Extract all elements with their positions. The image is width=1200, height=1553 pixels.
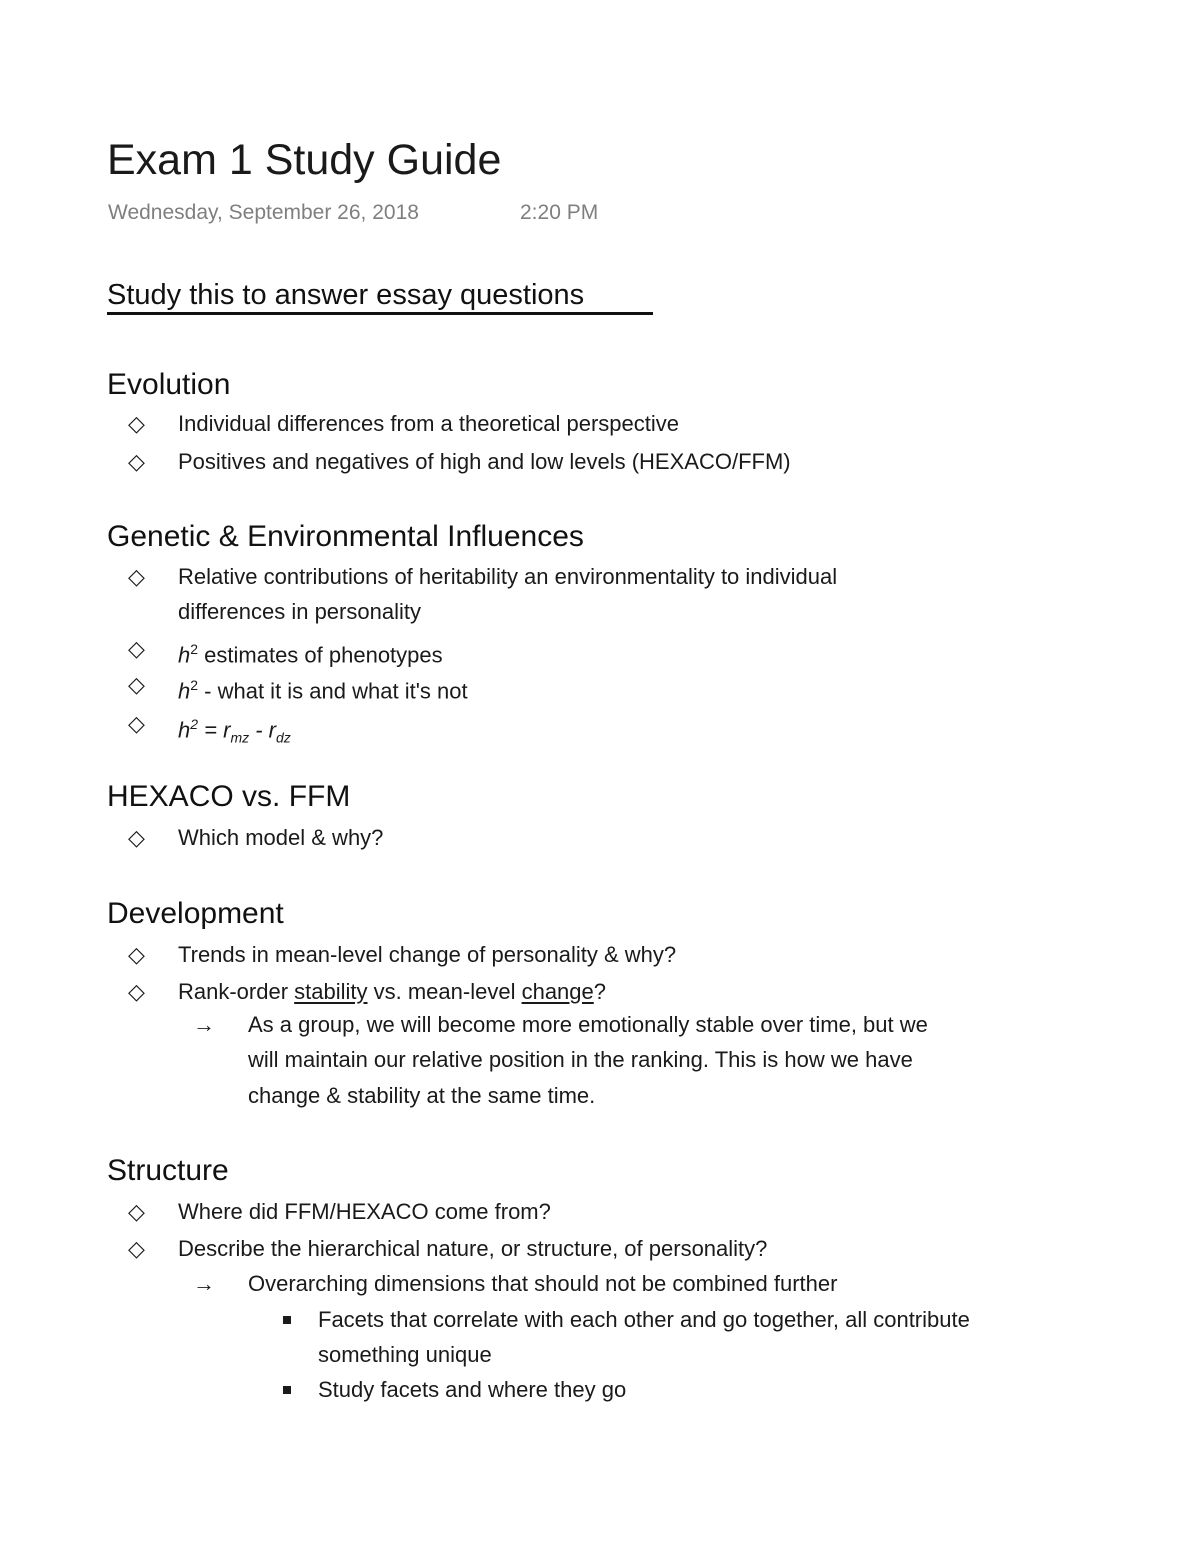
list-item: Individual differences from a theoretical perspective (178, 411, 679, 436)
sub-item: As a group, we will become more emotionally stable over time, but we (248, 1012, 928, 1037)
diamond-bullet-icon: ◇ (128, 1199, 145, 1224)
superscript: 2 (190, 641, 199, 657)
arrow-bullet-icon: → (193, 1271, 215, 1296)
h-symbol: h (178, 717, 191, 743)
list-item: Positives and negatives of high and low levels (HEXACO/FFM) (178, 449, 791, 474)
arrow-bullet-icon: → (193, 1012, 215, 1037)
sub-sub-item-continued: something unique (318, 1342, 492, 1367)
section-development-title: Development (107, 897, 284, 930)
sub-sub-item: Facets that correlate with each other and go together, all contribute (318, 1307, 970, 1332)
sub-item-continued: will maintain our relative position in the ranking. This is how we have (248, 1047, 913, 1072)
diamond-bullet-icon: ◇ (128, 672, 145, 697)
list-item-continued: differences in personality (178, 599, 421, 624)
list-item: Trends in mean-level change of personality & why? (178, 942, 677, 967)
list-item: Relative contributions of heritability an environmentality to individual (178, 564, 838, 589)
underlined-change: change (521, 979, 594, 1004)
list-item: Describe the hierarchical nature, or structure, of personality? (178, 1236, 768, 1261)
diamond-bullet-icon: ◇ (128, 636, 145, 661)
page-title: Exam 1 Study Guide (107, 136, 502, 184)
list-item (178, 977, 606, 1007)
superscript: 2 (190, 677, 199, 693)
subscript: dz (276, 729, 291, 746)
diamond-bullet-icon: ◇ (128, 711, 145, 736)
sub-item: Overarching dimensions that should not be combined further (248, 1271, 838, 1296)
subheading: Study this to answer essay questions (107, 279, 585, 311)
square-bullet-icon (283, 1386, 291, 1394)
underlined-stability: stability (294, 979, 368, 1004)
section-structure-title: Structure (107, 1154, 229, 1187)
sub-sub-item: Study facets and where they go (318, 1377, 627, 1402)
formula-part: - r (249, 717, 277, 743)
note-date: Wednesday, September 26, 2018 (108, 201, 419, 224)
item-text: - what it is and what it's not (198, 678, 468, 704)
item-text: estimates of phenotypes (198, 642, 443, 668)
diamond-bullet-icon: ◇ (128, 825, 145, 850)
list-item: Where did FFM/HEXACO come from? (178, 1199, 551, 1224)
list-item (178, 670, 468, 706)
note-time: 2:20 PM (520, 201, 599, 224)
formula-part: = r (198, 717, 231, 743)
sub-item-continued: change & stability at the same time. (248, 1083, 596, 1108)
diamond-bullet-icon: ◇ (128, 1236, 145, 1261)
section-hexaco-title: HEXACO vs. FFM (107, 780, 351, 813)
diamond-bullet-icon: ◇ (128, 411, 145, 436)
section-genetic-title: Genetic & Environmental Influences (107, 520, 584, 553)
item-text: Rank-order (178, 979, 295, 1004)
list-item (178, 634, 443, 670)
heritability-formula (178, 709, 291, 753)
item-text: vs. mean-level (367, 979, 522, 1004)
list-item: Which model & why? (178, 825, 384, 850)
subscript: mz (230, 729, 250, 746)
square-bullet-icon (283, 1316, 291, 1324)
section-evolution-title: Evolution (107, 368, 231, 401)
diamond-bullet-icon: ◇ (128, 979, 145, 1004)
h-symbol: h (178, 642, 191, 668)
diamond-bullet-icon: ◇ (128, 449, 145, 474)
diamond-bullet-icon: ◇ (128, 564, 145, 589)
h-symbol: h (178, 678, 191, 704)
diamond-bullet-icon: ◇ (128, 942, 145, 967)
item-text: ? (593, 979, 607, 1004)
superscript: 2 (190, 716, 199, 732)
subheading-underline (107, 312, 653, 315)
